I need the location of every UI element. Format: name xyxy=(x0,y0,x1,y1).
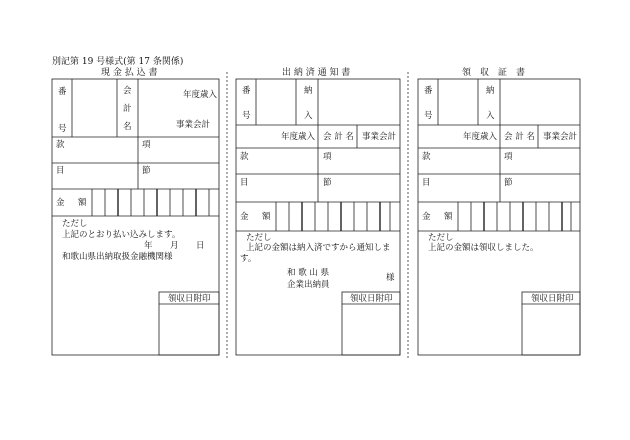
form1-number-label: 番 xyxy=(58,87,67,97)
form3-business-account-label: 事業会計 xyxy=(543,132,578,142)
form2-prefecture: 和 歌 山 県 xyxy=(287,268,330,278)
form1-kan-label: 款 xyxy=(56,140,65,150)
form2-number-label-2: 号 xyxy=(242,111,251,121)
form2-setsu-label: 節 xyxy=(323,178,332,188)
form1-tadashi: ただし xyxy=(62,219,88,229)
form1-moku-label: 目 xyxy=(56,166,65,176)
form3-payment-char-2: 入 xyxy=(486,111,495,121)
form1-business-account-label: 事業会計 xyxy=(176,120,211,130)
form2-number-label: 番 xyxy=(242,86,251,96)
form3-account-name-label: 会 計 名 xyxy=(504,132,535,142)
form2-message-line2: す。 xyxy=(240,254,257,264)
form-caption: 別記第 19 号様式(第 17 条関係) xyxy=(52,57,184,67)
form3-border xyxy=(418,79,580,355)
form3-stamp-label: 領収日附印 xyxy=(531,294,574,304)
form2-stamp-label: 領収日附印 xyxy=(350,294,393,304)
form1-setsu-label: 節 xyxy=(142,166,151,176)
form1-date-day: 日 xyxy=(196,241,205,251)
form1-accounting-char-2: 計 xyxy=(123,104,132,114)
form2-payment-char-2: 入 xyxy=(304,111,313,121)
form1-amount-char-2: 額 xyxy=(78,198,87,208)
form2-business-account-label: 事業会計 xyxy=(362,132,397,142)
form1-recipient: 和歌山県出納取扱金融機関様 xyxy=(62,252,173,262)
form1-date-year: 年 xyxy=(144,241,153,251)
form3-setsu-label: 節 xyxy=(504,178,513,188)
form2-title: 出 納 済 通 知 書 xyxy=(282,68,351,78)
form3-message: 上記の金額は領収しました。 xyxy=(428,243,539,253)
form1-message: 上記のとおり払い込みします。 xyxy=(62,230,181,240)
form2-tadashi: ただし xyxy=(246,233,272,243)
form3-number-label: 番 xyxy=(424,86,433,96)
form1-title: 現 金 払 込 書 xyxy=(101,68,158,78)
form1-accounting-char-3: 名 xyxy=(123,122,132,132)
form2-kan-label: 款 xyxy=(240,152,249,162)
form3-number-label-2: 号 xyxy=(424,111,433,121)
form1-stamp-label: 領収日附印 xyxy=(168,294,211,304)
form3-payment-char-1: 納 xyxy=(486,86,495,96)
form1-fiscal-year-label: 年度歳入 xyxy=(183,90,218,100)
form1-accounting-char-1: 会 xyxy=(123,86,132,96)
form2-account-name-label: 会 計 名 xyxy=(323,132,354,142)
form2-message-line1: 上記の金額は納入済ですから通知しま xyxy=(246,243,391,253)
form2-amount-char-1: 金 xyxy=(240,212,249,222)
form2-moku-label: 目 xyxy=(240,178,249,188)
form2-kou-label: 項 xyxy=(323,152,332,162)
form3-amount-char-1: 金 xyxy=(422,212,431,222)
form1-kou-label: 項 xyxy=(142,140,151,150)
form2-honorific: 様 xyxy=(386,273,395,283)
form3-fiscal-year-label: 年度歳入 xyxy=(463,132,498,142)
form2-amount-char-2: 額 xyxy=(262,212,271,222)
form3-title: 領 収 証 書 xyxy=(462,68,526,78)
form3-tadashi: ただし xyxy=(428,233,454,243)
form1-number-label-2: 号 xyxy=(58,124,67,134)
form3-moku-label: 目 xyxy=(422,178,431,188)
form2-fiscal-year-label: 年度歳入 xyxy=(281,132,316,142)
form3-amount-char-2: 額 xyxy=(444,212,453,222)
form1-amount-char-1: 金 xyxy=(56,198,65,208)
form2-payment-char-1: 納 xyxy=(304,86,313,96)
form3-kan-label: 款 xyxy=(422,152,431,162)
form2-official: 企業出納員 xyxy=(287,280,330,290)
form3-kou-label: 項 xyxy=(504,152,513,162)
form1-date-month: 月 xyxy=(170,241,179,251)
